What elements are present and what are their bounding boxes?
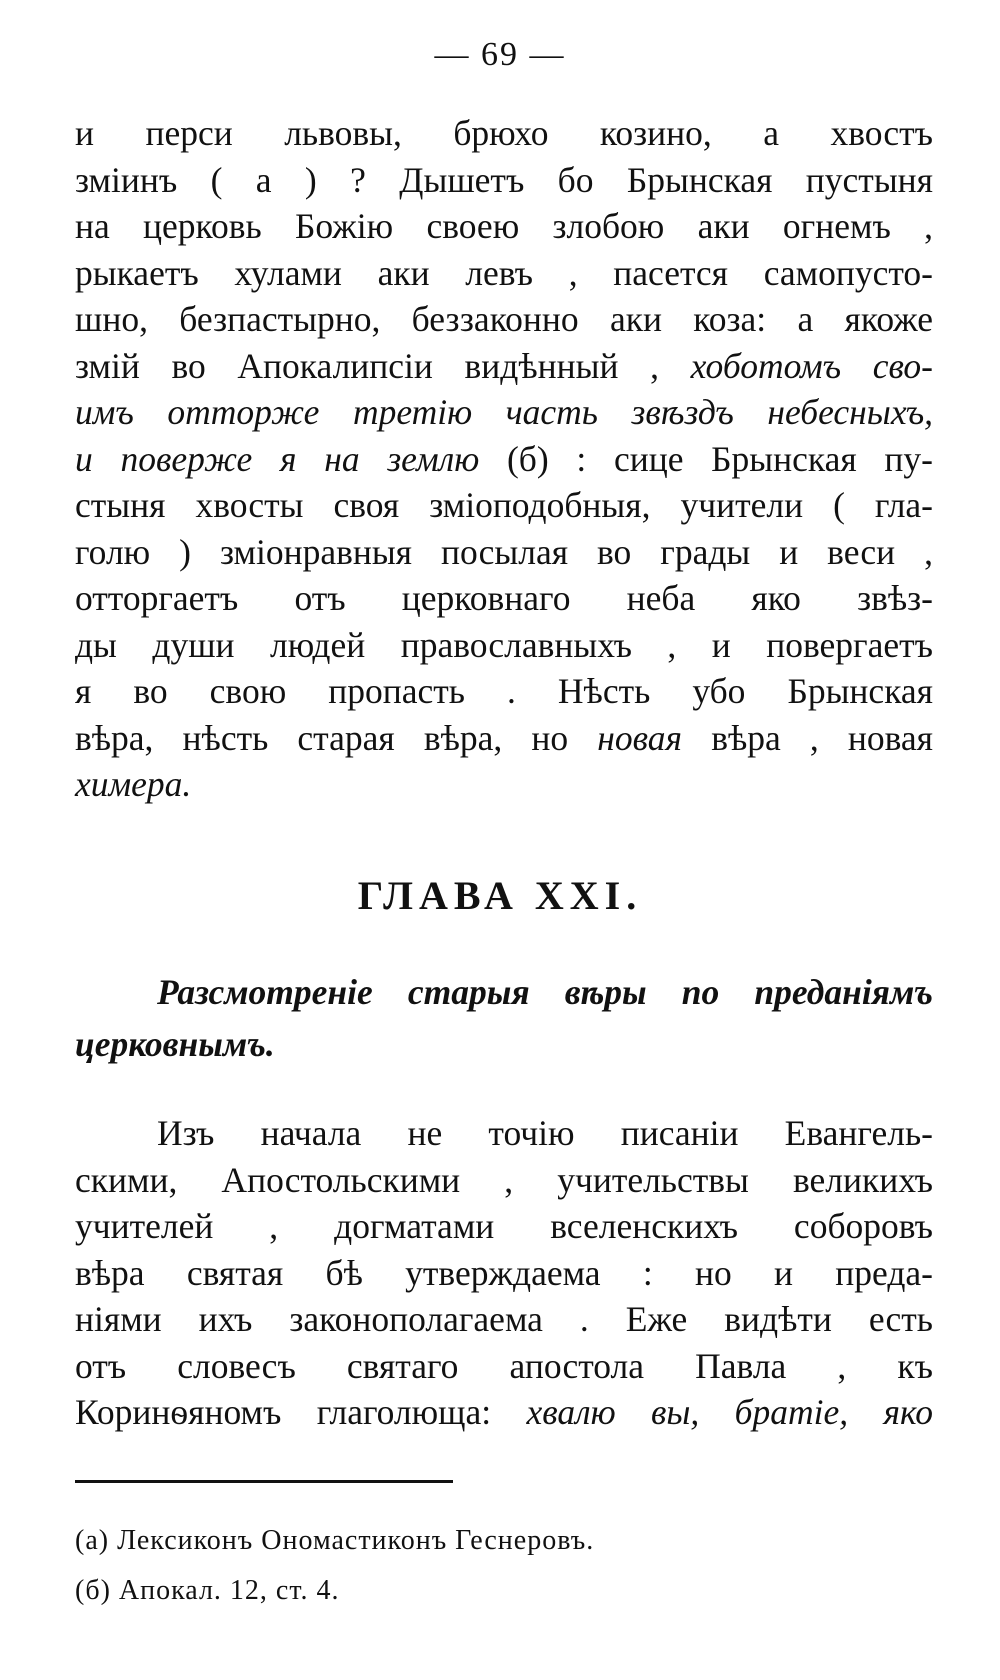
text-segment: вѣра, нѣсть старая вѣра, но bbox=[75, 717, 569, 758]
paragraph-1 bbox=[75, 110, 933, 808]
text-line: вѣра святая бѣ утверждаема : но и преда- bbox=[75, 1252, 933, 1293]
italic-word-line: химера. bbox=[75, 764, 192, 804]
text-line: зміинъ ( а ) ? Дышетъ бо Брынская пустыня bbox=[75, 159, 933, 200]
chapter-title: ГЛАВА XXI. bbox=[357, 873, 643, 918]
italic-quote: и поверже я на землю bbox=[75, 438, 480, 479]
italic-quote-line: имъ отторже третію часть звѣздъ небесныхъ, bbox=[75, 392, 933, 432]
text-line: скими, Апостольскими , учительствы великихъ bbox=[75, 1159, 933, 1200]
text-line bbox=[75, 436, 933, 483]
text-line: на церковь Божію своею злобою аки огнемъ , bbox=[75, 206, 933, 246]
page-number: — 69 — bbox=[434, 36, 566, 73]
text-line: стыня хвосты своя зміоподобныя, учители ( гла- bbox=[75, 485, 933, 525]
subtitle-line: Разсмотреніе старыя вѣры по преданіямъ bbox=[157, 972, 933, 1012]
text-line bbox=[75, 1389, 933, 1436]
text-line: и перси львовы, брюхо козино, а хвостъ bbox=[75, 113, 933, 153]
text-line: Изъ начала не точію писаніи Евангель- bbox=[157, 1113, 933, 1153]
footnote-divider bbox=[75, 1480, 453, 1483]
paragraph-2 bbox=[75, 1110, 933, 1436]
footnote-b: (б) Апокал. 12, ст. 4. bbox=[75, 1575, 340, 1606]
text-segment: Коринѳяномъ глаголюща: bbox=[75, 1392, 492, 1432]
text-line: рыкаетъ хулами аки левъ , пасется самопусто- bbox=[75, 252, 933, 293]
text-segment: змій во Апокалипсіи видѣнный , bbox=[75, 345, 660, 386]
text-line bbox=[75, 715, 933, 762]
italic-quote: хоботомъ сво- bbox=[690, 345, 933, 386]
text-line: отъ словесъ святаго апостола Павла , къ bbox=[75, 1345, 933, 1386]
text-line: шно, безпастырно, беззаконно аки коза: а якоже bbox=[75, 299, 933, 339]
text-segment: вѣра , новая bbox=[711, 717, 934, 758]
text-line: голю ) зміонравныя посылая во грады и веси , bbox=[75, 531, 933, 572]
italic-word: новая bbox=[597, 717, 683, 758]
text-line: ды души людей православныхъ , и повергаетъ bbox=[75, 624, 933, 665]
footnotes bbox=[75, 1516, 933, 1616]
text-line: я во свою пропасть . Нѣсть убо Брынская bbox=[75, 671, 933, 711]
subtitle-line: церковнымъ. bbox=[75, 1024, 275, 1064]
footnote-a: (а) Лексиконъ Ономастиконъ Геснеровъ. bbox=[75, 1525, 595, 1556]
chapter-subtitle bbox=[75, 966, 933, 1070]
text-line: учителей , догматами вселенскихъ соборовъ bbox=[75, 1206, 933, 1246]
text-line: отторгаетъ отъ церковнаго неба яко звѣз- bbox=[75, 578, 933, 618]
text-line: ніями ихъ законополагаема . Еже видѣти есть bbox=[75, 1299, 933, 1339]
italic-quote: хвалю вы, братіе, яко bbox=[526, 1392, 933, 1432]
text-segment: (б) : сице Брынская пу- bbox=[506, 438, 933, 479]
text-line bbox=[75, 343, 933, 390]
